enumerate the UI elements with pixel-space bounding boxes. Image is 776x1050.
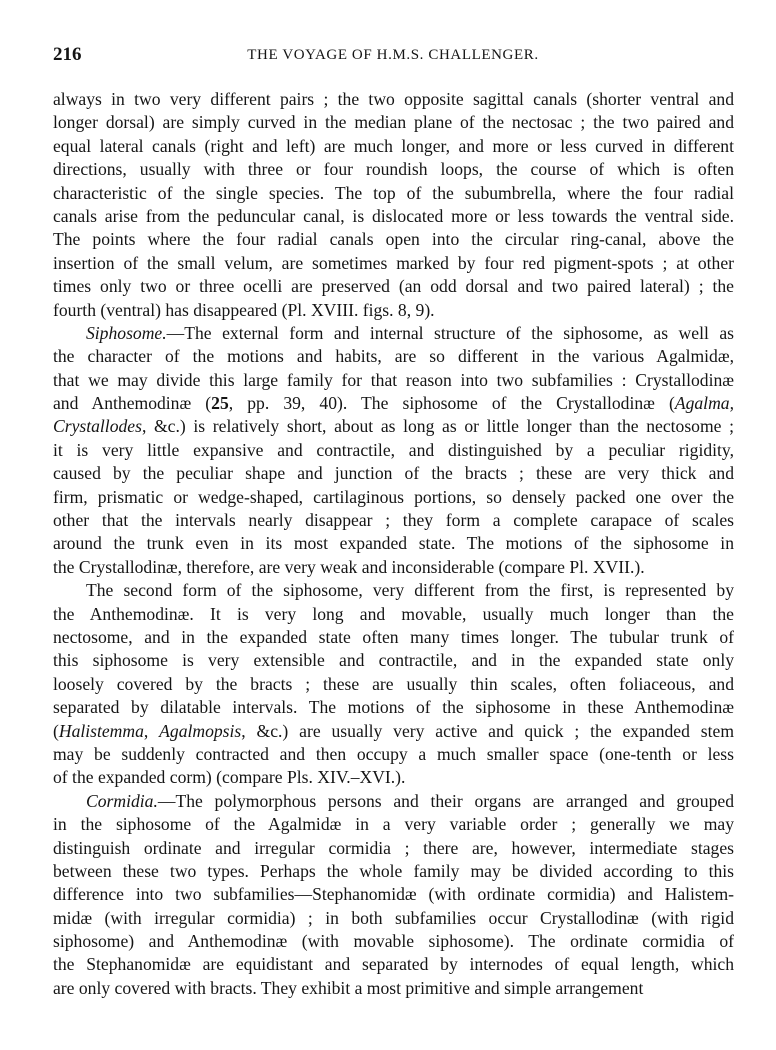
text-line	[53, 953, 734, 976]
text-line	[53, 299, 734, 322]
text-line	[53, 813, 734, 836]
text-line	[53, 486, 734, 509]
text-line	[53, 579, 734, 602]
page-header	[53, 44, 733, 68]
text-run: it is very little expansive and contractile, and distinguished by a peculiar rigidity,	[53, 439, 734, 460]
text-run: caused by the peculiar shape and junction of the bracts ; these are very thick and	[53, 463, 734, 484]
bold-text: 25	[211, 393, 229, 414]
text-run: times only two or three ocelli are preserved (an odd dorsal and two paired lateral) ; the	[53, 276, 734, 297]
text-run: siphosome) and Anthemodinæ (with movable siphosome). The ordinate cormidia of	[53, 931, 734, 952]
text-line	[53, 252, 734, 275]
text-run: and Anthemodinæ (	[53, 393, 212, 414]
text-line	[53, 907, 734, 930]
text-run: midæ (with irregular cormidia) ; in both subfamilies occur Crystallodinæ (with rigid	[53, 907, 734, 928]
text-run: , &c.) are usually very active and quick ; the expanded stem	[241, 720, 735, 741]
body-text	[53, 88, 734, 1000]
text-run: canals arise from the peduncular canal, is dislocated more or less towards the ventral side.	[53, 205, 734, 226]
text-run: insertion of the small velum, are sometimes marked by four red pigment-spots ; at other	[53, 252, 734, 273]
text-line	[53, 275, 734, 298]
text-line	[53, 977, 734, 1000]
text-line	[53, 369, 734, 392]
text-line	[53, 930, 734, 953]
text-line	[53, 696, 734, 719]
text-run: may be suddenly contracted and then occupy a much smaller space (one-tenth or less	[53, 743, 734, 764]
text-run: longer dorsal) are simply curved in the median plane of the nectosac ; the two paired and	[53, 112, 734, 133]
text-run: between these two types. Perhaps the whole family may be divided according to this	[53, 860, 734, 881]
text-line	[53, 415, 734, 438]
text-run: , pp. 39, 40). The siphosome of the Crystallodinæ (	[228, 393, 675, 414]
text-run: in the siphosome of the Agalmidæ in a very variable order ; generally we may	[53, 814, 734, 835]
text-run: that we may divide this large family for that reason into two subfamilies : Crystallodinæ	[53, 369, 734, 390]
text-line	[53, 556, 734, 579]
text-line	[53, 837, 734, 860]
text-run: directions, usually with three or four roundish loops, the course of which is often	[53, 159, 734, 180]
text-line	[53, 883, 734, 906]
text-line	[53, 509, 734, 532]
italic-text: Crystallodes	[53, 416, 142, 437]
paragraph	[53, 790, 734, 1001]
text-line	[53, 111, 734, 134]
text-run: nectosome, and in the expanded state often many times longer. The tubular trunk of	[53, 626, 734, 647]
text-run: around the trunk even in its most expanded state. The motions of the siphosome in	[53, 533, 734, 554]
text-run: the Anthemodinæ. It is very long and movable, usually much longer than the	[53, 603, 734, 624]
text-line	[53, 158, 734, 181]
text-line	[53, 439, 734, 462]
text-line	[53, 322, 734, 345]
text-line	[53, 626, 734, 649]
text-line	[53, 603, 734, 626]
italic-text: Agalma,	[674, 393, 734, 414]
paragraph	[53, 322, 734, 579]
text-run: difference into two subfamilies—Stephanomidæ (with ordinate cormidia) and Halistem-	[53, 884, 734, 905]
italic-text: Cormidia.	[86, 790, 158, 811]
text-line	[53, 743, 734, 766]
text-line	[53, 182, 734, 205]
text-run: other that the intervals nearly disappear ; they form a complete carapace of scales	[53, 510, 734, 531]
text-run: characteristic of the single species. The top of the subumbrella, where the four radial	[53, 182, 734, 203]
text-run: equal lateral canals (right and left) are much longer, and more or less curved in different	[53, 135, 734, 156]
italic-text: Siphosome.	[86, 322, 167, 343]
paragraph	[53, 88, 734, 322]
text-run: the Stephanomidæ are equidistant and separated by internodes of equal length, which	[53, 954, 734, 975]
text-line	[53, 135, 734, 158]
text-run: this siphosome is very extensible and contractile, and in the expanded state only	[53, 650, 734, 671]
text-line	[53, 228, 734, 251]
text-run: , &c.) is relatively short, about as long as or little longer than the nectosome ;	[141, 416, 734, 437]
text-line	[53, 860, 734, 883]
italic-text: Agalmopsis	[159, 720, 242, 741]
text-run: —The polymorphous persons and their organs are arranged and grouped	[157, 790, 734, 811]
paragraph	[53, 579, 734, 790]
running-title: THE VOYAGE OF H.M.S. CHALLENGER.	[247, 47, 539, 63]
text-line	[53, 462, 734, 485]
text-line	[53, 345, 734, 368]
text-run: are only covered with bracts. They exhibit a most primitive and simple arrangement	[53, 977, 644, 998]
text-run: (	[53, 720, 59, 741]
text-run: the character of the motions and habits, are so different in the various Agalmidæ,	[53, 346, 734, 367]
page-number: 216	[53, 44, 82, 65]
text-run: firm, prismatic or wedge-shaped, cartilaginous portions, so densely packed one over the	[53, 486, 734, 507]
text-run: fourth (ventral) has disappeared (Pl. XVIII. figs. 8, 9).	[53, 299, 435, 320]
text-line	[53, 392, 734, 415]
text-run: —The external form and internal structure of the siphosome, as well as	[166, 322, 734, 343]
text-line	[53, 88, 734, 111]
text-run: loosely covered by the bracts ; these are usually thin scales, often foliaceous, and	[53, 673, 734, 694]
text-run: The points where the four radial canals open into the circular ring-canal, above the	[53, 229, 734, 250]
text-run: always in two very different pairs ; the two opposite sagittal canals (shorter ventral and	[53, 89, 734, 109]
text-line	[53, 766, 734, 789]
text-line	[53, 720, 734, 743]
text-run: the Crystallodinæ, therefore, are very weak and inconsiderable (compare Pl. XVII.).	[53, 556, 645, 577]
text-line	[53, 205, 734, 228]
text-line	[53, 649, 734, 672]
text-run: distinguish ordinate and irregular cormidia ; there are, however, intermediate stages	[53, 837, 734, 858]
text-run: separated by dilatable intervals. The motions of the siphosome in these Anthemodinæ	[53, 697, 734, 718]
text-run: ,	[143, 720, 160, 741]
text-line	[53, 790, 734, 813]
text-run: The second form of the siphosome, very different from the first, is represented by	[86, 580, 734, 601]
text-line	[53, 673, 734, 696]
italic-text: Halistemma	[58, 720, 144, 741]
text-run: of the expanded corm) (compare Pls. XIV.–XVI.).	[53, 767, 406, 788]
text-line	[53, 532, 734, 555]
